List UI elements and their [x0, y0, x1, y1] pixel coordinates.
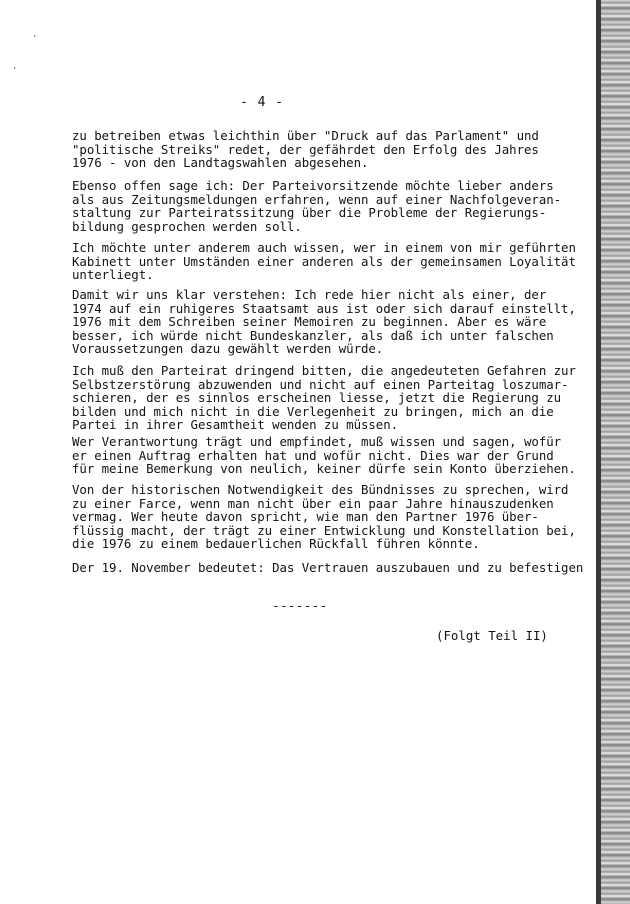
paragraph-5: Ich muß den Parteirat dringend bitten, die angedeuteten Gefahren zur Selbstzerstörung abzuwenden und nicht auf einen Parteitag loszumar- schieren, der es sinnlos erscheinen liesse, jetzt die Regierung zu bilden und mich nicht in die Verlegenheit zu bringen, mich an die Partei in ihrer Gesamtheit wenden zu müssen.: [72, 363, 576, 433]
paragraph-4: Damit wir uns klar verstehen: Ich rede hier nicht als einer, der 1974 auf ein ruhigeres Staatsamt aus ist oder sich darauf einstellt, 1976 mit dem Schreiben seiner Memoiren zu beginnen. Aber es wäre besser, ich würde nicht Bundeskanzler, als daß ich unter falschen Voraussetzungen dazu gewählt werden würde.: [72, 287, 576, 357]
scan-edge-line: [596, 0, 601, 904]
paragraph-7: Von der historischen Notwendigkeit des Bündnisses zu sprechen, wird zu einer Farce, wenn man nicht über ein paar Jahre hinauszudenken vermag. Wer heute davon spricht, wie man den Partner 1976 über- flüssig macht, der trägt zu einer Entwicklung und Konstellation bei, die 1976 zu einem bedauerlichen Rückfall führen könnte.: [72, 482, 576, 552]
paragraph-1: zu betreiben etwas leichthin über "Druck auf das Parlament" und "politische Streiks" redet, der gefährdet den Erfolg des Jahres 1976 - von den Landtagswahlen abgesehen.: [72, 128, 539, 171]
paragraph-6: Wer Verantwortung trägt und empfindet, muß wissen und sagen, wofür er einen Auftrag erhalten hat und wofür nicht. Dies war der Grund für meine Bemerkung von neulich, keiner dürfe sein Konto überziehen.: [72, 434, 576, 477]
paragraph-2: Ebenso offen sage ich: Der Parteivorsitzende möchte lieber anders als aus Zeitungsmeldungen erfahren, wenn auf einer Nachfolgeveran- staltung zur Parteiratssitzung über die Probleme der Regierungs- bildung gesprochen werden soll.: [72, 178, 562, 234]
section-divider: -------: [272, 598, 328, 613]
page-number: - 4 -: [240, 95, 285, 110]
scan-edge-shadow: [596, 0, 630, 904]
paragraph-8: Der 19. November bedeutet: Das Vertrauen auszubauen und zu befestigen: [72, 560, 584, 575]
paragraph-3: Ich möchte unter anderem auch wissen, wer in einem von mir geführten Kabinett unter Umständen einer anderen als der gemeinsamen Loyalität unterliegt.: [72, 240, 576, 283]
scan-speck: ·: [12, 64, 18, 74]
scan-speck: ·: [32, 32, 38, 42]
continuation-note: (Folgt Teil II): [436, 628, 548, 643]
